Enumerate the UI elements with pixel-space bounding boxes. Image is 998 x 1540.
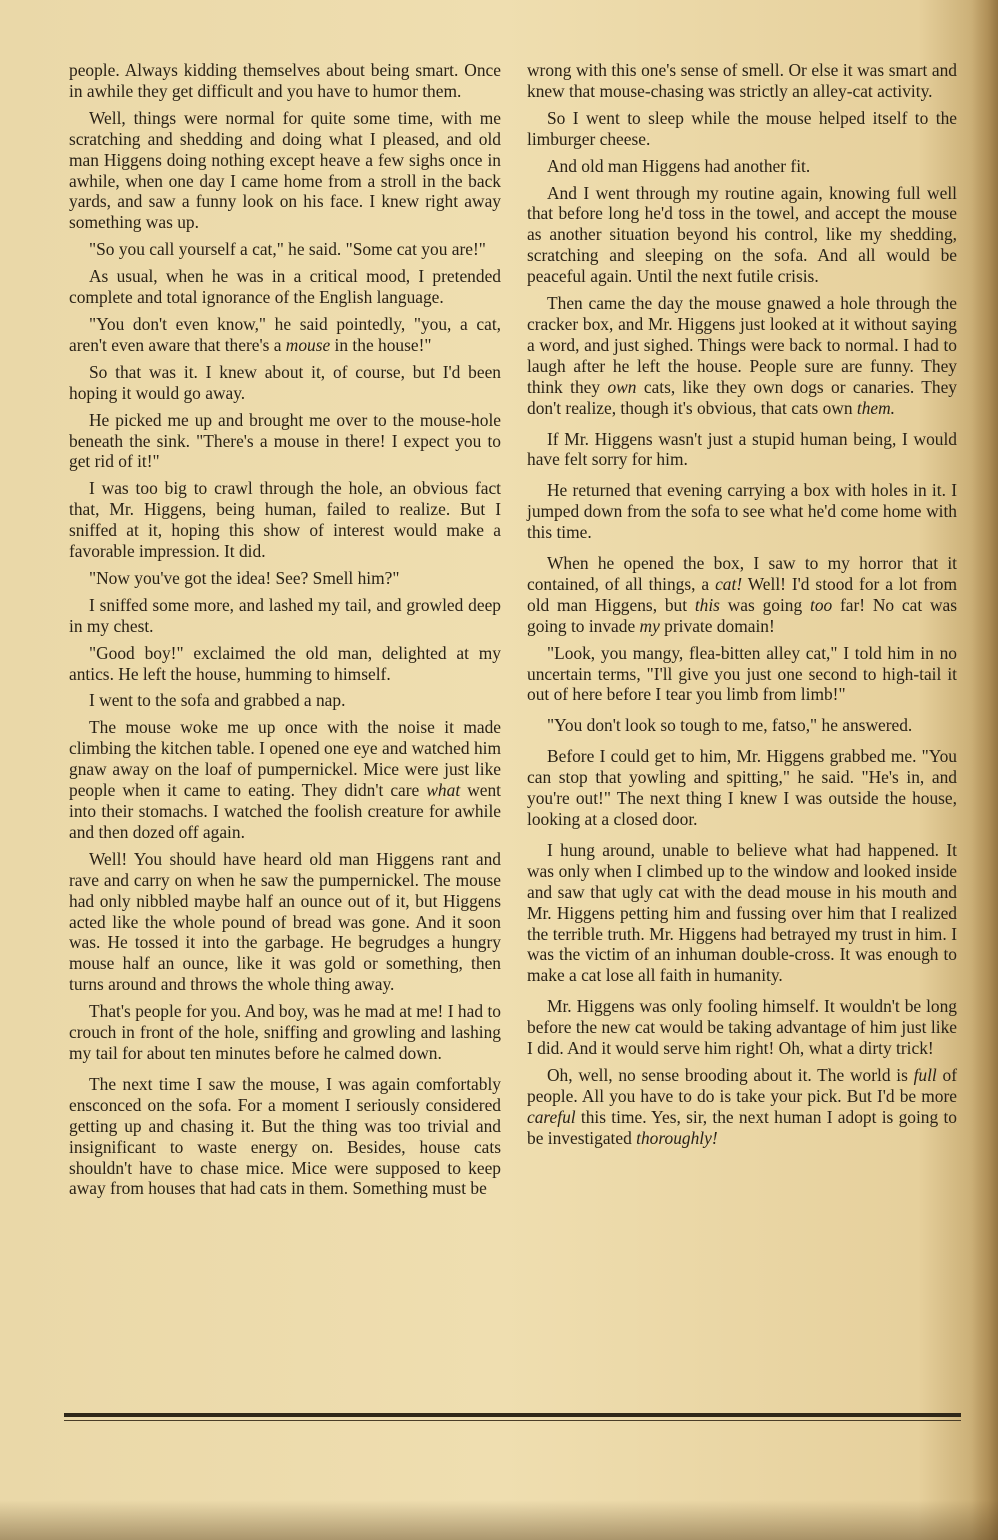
text-run: cats, like they own dogs or canaries. They don't realize, though it's obvious, that cats own [527,376,957,418]
text-run: of people. All you have to do is take your pick. But I'd be more [527,1064,957,1106]
text-run: Oh, well, no sense brooding about it. The world is [547,1064,914,1085]
text-run: this time. Yes, sir, the next human I adopt is going to be investigated [527,1106,957,1148]
paragraph: wrong with this one's sense of smell. Or else it was smart and knew that mouse-chasing was strictly an alley-cat activity. [527,60,957,101]
paragraph: "Good boy!" exclaimed the old man, delighted at my antics. He left the house, humming to himself. [69,642,501,684]
paragraph: And old man Higgens had another fit. [547,155,811,176]
paragraph: I sniffed some more, and lashed my tail, and growled deep in my chest. [69,594,501,636]
text-run: private domain! [659,615,775,636]
text-run: Then came the day the mouse gnawed a hole through the cracker box, and Mr. Higgens just looked at it without saying a word, and just sighed. Things were back to normal. I had to laugh after he left the house. People sure are funny. They think they [527,293,957,397]
italic-text: own [607,376,637,397]
text-run: in the house!" [330,334,432,355]
italic-text: them. [856,397,896,418]
italic-text: thoroughly! [636,1127,718,1148]
paragraph [527,293,957,418]
italic-text: mouse [285,334,331,355]
paragraph: "Look, you mangy, flea-bitten alley cat," I told him in no uncertain terms, "I'll give you just one second to high-tail it out of here before I tear you limb from limb!" [527,642,957,705]
paragraph: So I went to sleep while the mouse helped itself to the limburger cheese. [527,107,957,149]
text-run: The mouse woke me up once with the noise it made climbing the kitchen table. I opened one eye and watched him gnaw away on the loaf of pumpernickel. Mice were just like people when it came to eating. They didn't care [69,717,501,801]
text-run: far! No cat was going to invade [527,594,958,636]
paragraph: I was too big to crawl through the hole, an obvious fact that, Mr. Higgens, being human, failed to realize. But I sniffed at it, hoping this show of interest would make a favorable impression. It did. [69,478,501,562]
paragraph: "So you call yourself a cat," he said. "Some cat you are!" [89,239,486,260]
text-run: When he opened the box, I saw to my horror that it contained, of all things, a [527,553,957,594]
paragraph: If Mr. Higgens wasn't just a stupid human being, I would have felt sorry for him. [527,428,957,470]
italic-text: careful [527,1106,576,1127]
italic-text: my [639,615,660,636]
text-run: went into their stomachs. I watched the foolish creature for awhile and then dozed off again. [69,780,501,842]
text-run: "You don't even know," he said pointedly, "you, a cat, aren't even aware that there's a [69,313,501,355]
paragraph: I hung around, unable to believe what had happened. It was only when I climbed up to the window and looked inside and saw that ugly cat with the dead mouse in his mouth and Mr. Higgens petting him and fussing over him that I realized the terrible truth. Mr. Higgens had betrayed my trust in him. I was the victim of an inhuman double-cross. It was enough to make a cat lose all faith in humanity. [527,839,957,986]
right-text-column [527,60,957,1155]
paragraph [69,314,501,356]
italic-text: full [913,1064,937,1085]
paragraph: He picked me up and brought me over to the mouse-hole beneath the sink. "There's a mouse in there! I expect you to get rid of it!" [69,409,501,472]
paragraph: "Now you've got the idea! See? Smell him?" [89,567,400,588]
paragraph: "You don't look so tough to me, fatso," he answered. [547,715,913,736]
paragraph: Well, things were normal for quite some time, with me scratching and shedding and doing what I pleased, and old man Higgens doing nothing except heave a few sighs once in awhile, when one day I came home from a stroll in the back yards, and saw a funny look on his face. I knew right away something was up. [69,107,501,233]
text-run: was going [719,594,810,615]
italic-text: what [426,780,461,801]
paragraph: Mr. Higgens was only fooling himself. It wouldn't be long before the new cat would be taking advantage of him just like I did. And it would serve him right! Oh, what a dirty trick! [527,996,957,1059]
page-bottom-shadow [0,1500,998,1540]
paragraph: Before I could get to him, Mr. Higgens grabbed me. "You can stop that yowling and spitting," he said. "He's in, and you're out!" The next thing I knew I was outside the house, looking at a closed door. [527,746,957,829]
italic-text: cat! [715,573,743,594]
end-divider-thin-rule [64,1420,961,1421]
left-text-column [69,60,501,1205]
paragraph: That's people for you. And boy, was he mad at me! I had to crouch in front of the hole, sniffing and growling and lashing my tail for about ten minutes before he calmed down. [69,1001,501,1063]
paragraph: He returned that evening carrying a box with holes in it. I jumped down from the sofa to see what he'd come home with this time. [527,480,957,543]
paragraph: The next time I saw the mouse, I was again comfortably ensconced on the sofa. For a moment I seriously considered getting up and chasing it. But the thing was too trivial and insignificant to waste energy on. Besides, house cats shouldn't have to chase mice. Mice were supposed to keep away from houses that had cats in them. Something must be [69,1073,501,1199]
page-edge-shadow [972,0,998,1540]
paragraph: And I went through my routine again, knowing full well that before long he'd toss in the towel, and accept the mouse as another situation beyond his control, like my shedding, scratching and sleeping on the sofa. And all would be peaceful again. Until the next futile crisis. [527,182,957,287]
paragraph: Well! You should have heard old man Higgens rant and rave and carry on when he saw the pumpernickel. The mouse had only nibbled maybe half an ounce out of it, but Higgens acted like the whole pound of bread was gone. And it soon was. He tossed it into the garbage. He begrudges a hungry mouse half an ounce, like it was gold or something, then turns around and throws the whole thing away. [69,848,501,995]
paragraph: people. Always kidding themselves about being smart. Once in awhile they get difficult and you have to humor them. [69,60,501,101]
italic-text: too [809,594,833,615]
paragraph: As usual, when he was in a critical mood, I pretended complete and total ignorance of the English language. [69,266,501,308]
paragraph [527,1065,957,1149]
paragraph: So that was it. I knew about it, of course, but I'd been hoping it would go away. [69,361,501,403]
paragraph: I went to the sofa and grabbed a nap. [89,690,346,711]
text-run: Well! I'd stood for a lot from old man Higgens, but [527,573,958,615]
paragraph [69,717,501,842]
end-divider-rule [64,1413,961,1417]
italic-text: this [694,594,720,615]
paragraph [527,553,957,637]
